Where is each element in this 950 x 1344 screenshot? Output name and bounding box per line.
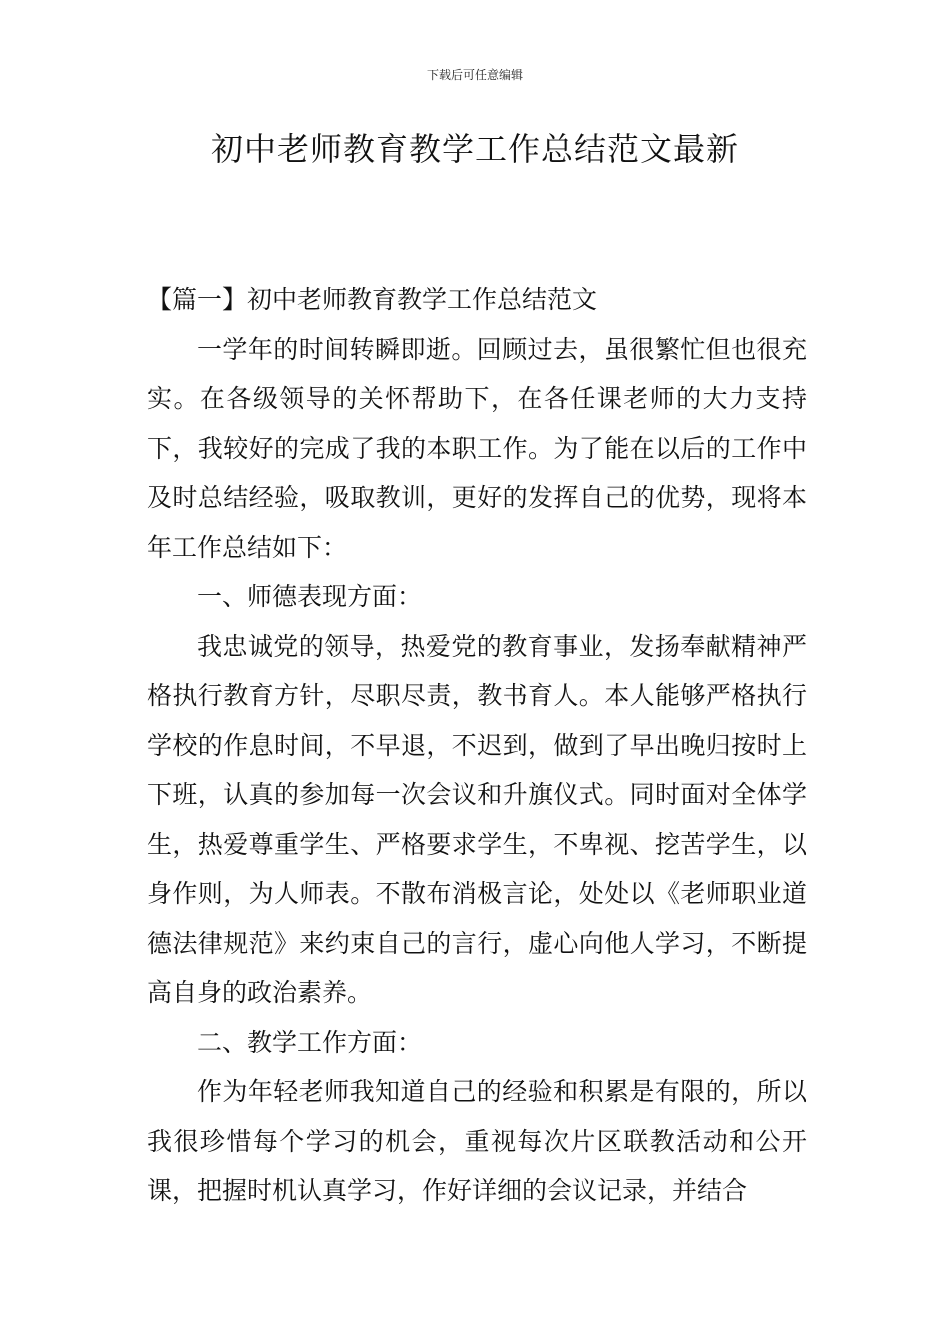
section-heading: 【篇一】初中老师教育教学工作总结范文 [147, 285, 598, 314]
subheading-ethics: 一、师德表现方面： [197, 582, 423, 611]
paragraph-intro: 一学年的时间转瞬即逝。回顾过去，虽很繁忙但也很充实。在各级领导的关怀帮助下，在各任课老师的大力支持下，我较好的完成了我的本职工作。为了能在以后的工作中及时总结经验，吸取教训，更好的发挥自己的优势，现将本年工作总结如下： [147, 334, 807, 562]
paragraph-teaching: 作为年轻老师我知道自己的经验和积累是有限的，所以我很珍惜每个学习的机会，重视每次片区联教活动和公开课，把握时机认真学习，作好详细的会议记录，并结合 [147, 1077, 807, 1205]
header-note: 下载后可任意编辑 [426, 68, 523, 82]
paragraph-ethics: 我忠诚党的领导，热爱党的教育事业，发扬奉献精神严格执行教育方针，尽职尽责，教书育人。本人能够严格执行学校的作息时间，不早退，不迟到，做到了早出晚归按时上下班，认真的参加每一次会议和升旗仪式。同时面对全体学生，热爱尊重学生、严格要求学生，不卑视、挖苦学生，以身作则，为人师表。不散布消极言论，处处以《老师职业道德法律规范》来约束自己的言行，虚心向他人学习，不断提高自身的政治素养。 [147, 631, 807, 1007]
subheading-teaching: 二、教学工作方面： [197, 1027, 423, 1057]
document-title: 初中老师教育教学工作总结范文最新 [210, 130, 739, 168]
document-body [147, 275, 807, 1216]
